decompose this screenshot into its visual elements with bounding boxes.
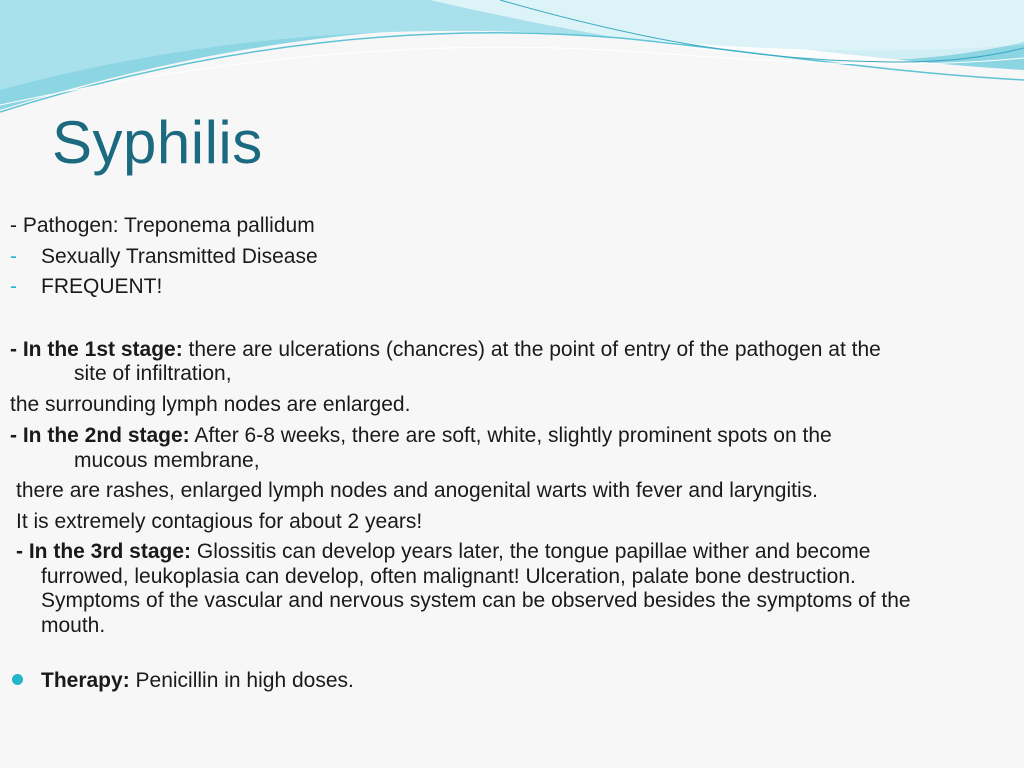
bullet-dot-icon [12, 674, 23, 685]
stage2-label: - In the 2nd stage: [10, 424, 190, 447]
stage3-text3: Symptoms of the vascular and nervous system can be observed besides the symptoms of the [41, 589, 911, 612]
therapy-label: Therapy: [41, 669, 130, 692]
intro-dash: - [10, 275, 17, 298]
stage2-text3: there are rashes, enlarged lymph nodes and anogenital warts with fever and laryngitis. [16, 479, 818, 502]
slide-title: Syphilis [52, 109, 263, 176]
stage3-line1 [16, 539, 870, 564]
therapy-line [41, 668, 354, 693]
stage3-text4: mouth. [41, 614, 106, 637]
stage1-text3: the surrounding lymph nodes are enlarged. [10, 393, 411, 416]
stage2-line1 [10, 423, 832, 448]
therapy-text: Penicillin in high doses. [135, 669, 354, 692]
intro-item-pathogen: - Pathogen: Treponema pallidum [10, 214, 315, 237]
stage1-text1: there are ulcerations (chancres) at the point of entry of the pathogen at the [188, 338, 881, 361]
stage3-label: - In the 3rd stage: [16, 540, 192, 563]
stage3-text1: Glossitis can develop years later, the tongue papillae wither and become [196, 540, 871, 563]
stage1-label: - In the 1st stage: [10, 338, 183, 361]
header-wave-decoration [0, 0, 1024, 120]
stage1-line1 [10, 337, 881, 362]
stage2-text4: It is extremely contagious for about 2 years! [16, 510, 423, 533]
stage1-text2: site of infiltration, [74, 362, 232, 385]
stage2-text2: mucous membrane, [74, 449, 260, 472]
intro-item-std: Sexually Transmitted Disease [41, 245, 318, 268]
stage2-text1: After 6-8 weeks, there are soft, white, slightly prominent spots on the [194, 424, 832, 447]
stage3-text2: furrowed, leukoplasia can develop, often malignant! Ulceration, palate bone destruction. [41, 565, 856, 588]
intro-item-frequent: FREQUENT! [41, 275, 163, 298]
intro-dash: - [10, 245, 17, 268]
